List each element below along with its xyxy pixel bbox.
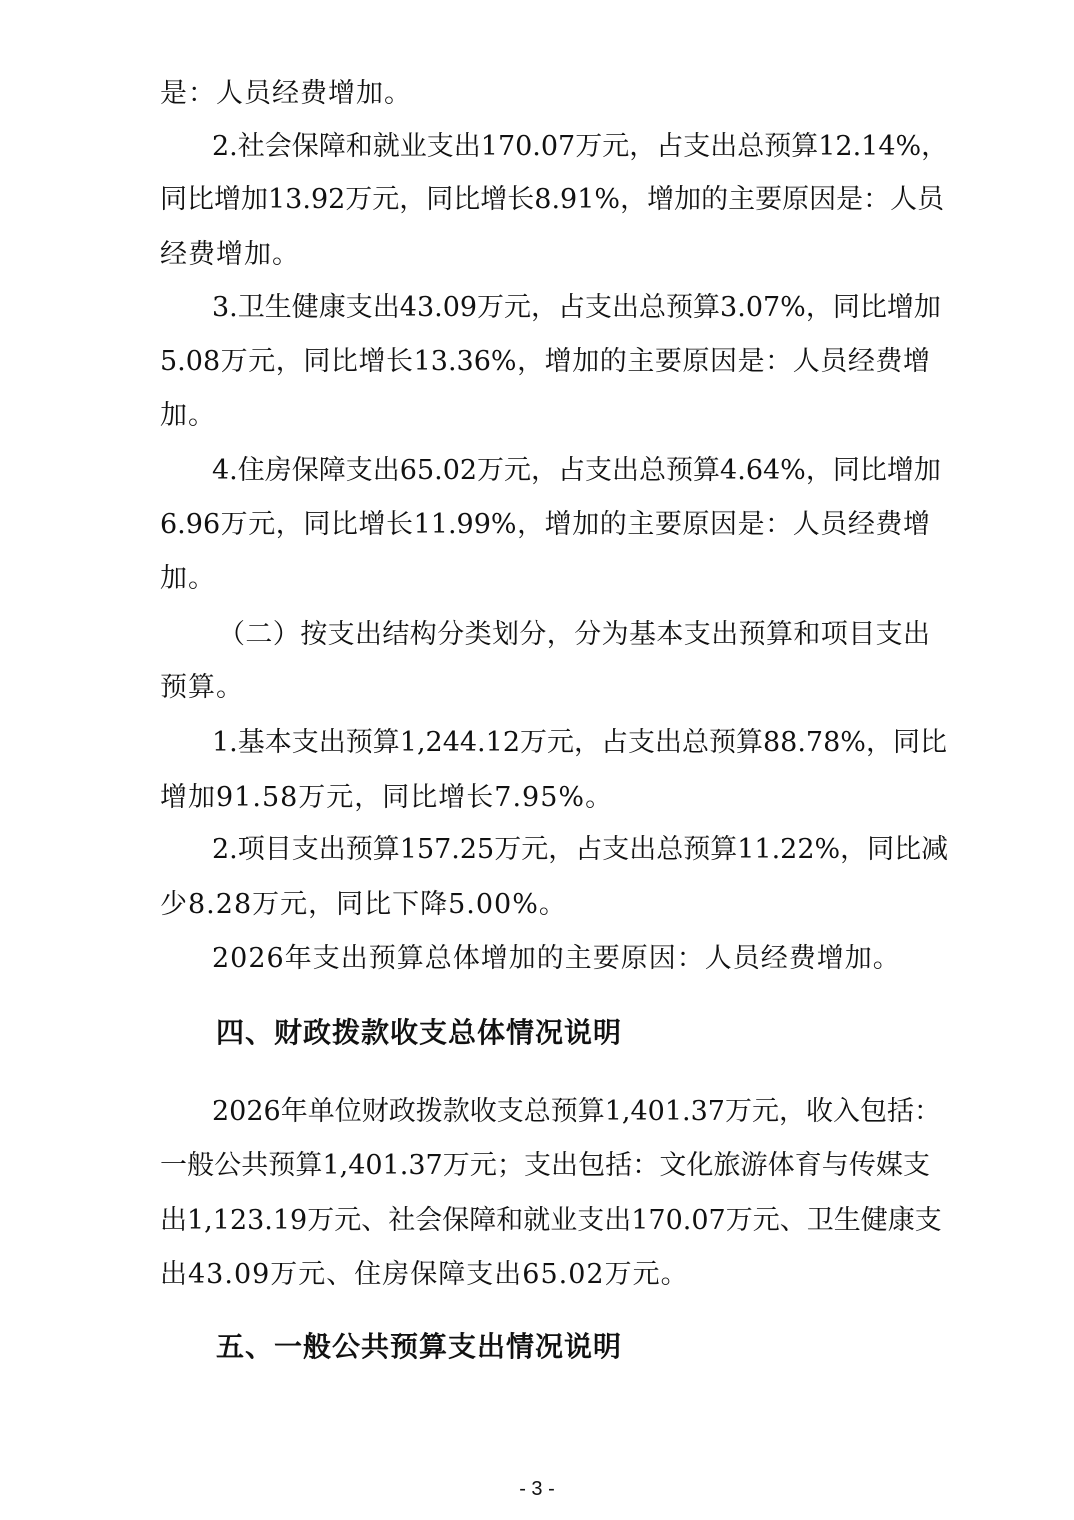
paragraph-line: 一般公共预算1,401.37万元；支出包括：文化旅游体育与传媒支 bbox=[160, 1150, 930, 1181]
paragraph-line: 出1,123.19万元、社会保障和就业支出170.07万元、卫生健康支 bbox=[160, 1205, 942, 1236]
paragraph-line: 4.住房保障支出65.02万元，占支出总预算4.64%，同比增加 bbox=[212, 455, 941, 486]
paragraph-line: 2.项目支出预算157.25万元，占支出总预算11.22%，同比减 bbox=[212, 834, 949, 865]
paragraph-line: 5.08万元，同比增长13.36%，增加的主要原因是：人员经费增 bbox=[160, 346, 930, 377]
paragraph-line: 加。 bbox=[160, 400, 216, 431]
paragraph-line: 少8.28万元，同比下降5.00%。 bbox=[160, 889, 567, 920]
paragraph-line: 经费增加。 bbox=[160, 239, 300, 270]
page-number: - 3 - bbox=[519, 1478, 555, 1500]
paragraph-line: 增加91.58万元，同比增长7.95%。 bbox=[160, 782, 614, 813]
section-heading: 四、财政拨款收支总体情况说明 bbox=[216, 1016, 623, 1049]
paragraph-line: 1.基本支出预算1,244.12万元，占支出总预算88.78%，同比 bbox=[212, 727, 947, 758]
paragraph-line: 3.卫生健康支出43.09万元，占支出总预算3.07%，同比增加 bbox=[212, 292, 941, 323]
paragraph-line: 2.社会保障和就业支出170.07万元，占支出总预算12.14%， bbox=[212, 131, 949, 162]
paragraph-line: 预算。 bbox=[160, 672, 244, 703]
paragraph-line: 是：人员经费增加。 bbox=[160, 78, 412, 109]
paragraph-line: 2026年单位财政拨款收支总预算1,401.37万元，收入包括： bbox=[212, 1096, 941, 1127]
paragraph-line: 6.96万元，同比增长11.99%，增加的主要原因是：人员经费增 bbox=[160, 509, 930, 540]
paragraph-line: 加。 bbox=[160, 563, 216, 594]
paragraph-line: （二）按支出结构分类划分，分为基本支出预算和项目支出 bbox=[218, 619, 930, 650]
section-heading: 五、一般公共预算支出情况说明 bbox=[216, 1330, 623, 1363]
paragraph-line: 2026年支出预算总体增加的主要原因：人员经费增加。 bbox=[212, 943, 901, 974]
paragraph-line: 出43.09万元、住房保障支出65.02万元。 bbox=[160, 1259, 689, 1290]
paragraph-line: 同比增加13.92万元，同比增长8.91%，增加的主要原因是：人员 bbox=[160, 184, 945, 215]
